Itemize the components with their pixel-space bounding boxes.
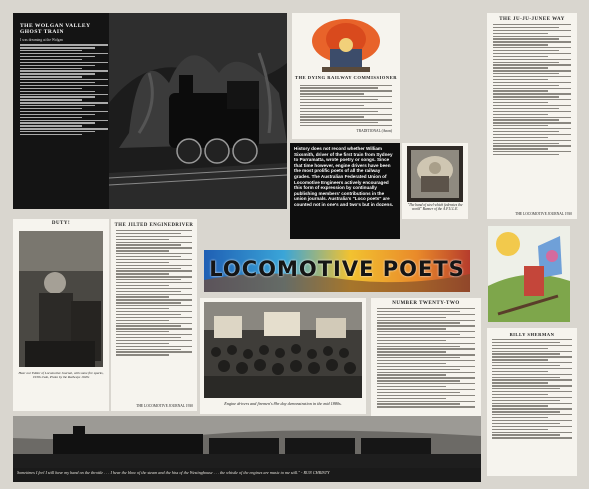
jilted-credit: THE LOCOMOTIVE JOURNAL 1930: [136, 403, 193, 408]
bottom-train-strip: [13, 416, 481, 482]
banner-title: LOCOMOTIVE POETS: [209, 257, 465, 281]
bottom-quote: Sometimes I feel I still have my hand on the throttle . . . I hear the blow of the steam and the hiss of the Westinghouse . . . the whistle of the engines are music to me still." - RUN CHRISTY: [17, 470, 330, 475]
colour-illustration-panel: [488, 226, 570, 322]
jilted-verse: [111, 230, 197, 356]
crowd-demonstration-photo: [204, 302, 362, 398]
jilted-title: THE JILTED ENGINEDRIVER: [114, 223, 194, 228]
ghost-train-panel: [13, 13, 287, 209]
duty-panel: [13, 219, 109, 411]
duty-driver-photo: [19, 231, 103, 367]
number-twenty-two-title: NUMBER TWENTY-TWO: [392, 301, 460, 306]
jilted-panel: [111, 219, 197, 411]
badge-caption: "The band of steel which federates the world" Banner of the A.F.U.L.E.: [407, 203, 463, 211]
history-text: History does not record whether William Sixsmith, driver of the first train from Sydney to Parramatta, wrote poetry or songs. Since that time however, engine drivers have been the most prolific poets of all the railway grades. The Australian Federated Union of Locomotive Engineers actively encouraged this form of expression by continually publishing members' contributions in the union journals. Australia's "Loco poets" are counted not in one's and two's but in dozens.: [294, 146, 394, 207]
locomotive-poets-banner: [204, 250, 470, 292]
ju-ju-junee-verse: [487, 24, 577, 155]
billy-sherman-title: BILLY SHERMAN: [509, 332, 555, 337]
history-panel: [290, 143, 400, 239]
bottom-train-silhouette: [13, 416, 481, 468]
crowd-caption: Engine drivers and firemen's 8hr day demonstration in the mid 1880s.: [224, 401, 342, 406]
badge-panel: [402, 143, 468, 219]
commissioner-verse: [300, 83, 392, 128]
duty-title: DUTY!: [51, 221, 71, 226]
billy-sherman-verse: [487, 339, 577, 439]
crowd-panel: [200, 298, 366, 414]
ghost-train-verse: [20, 44, 108, 135]
commissioner-cartoon: [308, 15, 384, 75]
union-badge-illustration: [407, 146, 463, 202]
ghost-train-text: [20, 23, 108, 137]
billy-sherman-panel: [487, 328, 577, 476]
ju-ju-junee-credit: THE LOCOMOTIVE JOURNAL 1930: [515, 211, 572, 216]
commissioner-title: THE DYING RAILWAY COMMISSIONER: [294, 75, 398, 80]
ghost-train-title: THE WOLGAN VALLEY GHOST TRAIN: [20, 23, 91, 35]
ghost-train-first-line: I was dreaming at the Wolgan: [20, 38, 63, 42]
ju-ju-junee-title: THE JU-JU-JUNEE WAY: [499, 17, 565, 22]
number-twenty-two-verse: [371, 308, 481, 408]
duty-caption: Hear our Editor of Locomotive Journal, with some fire sparks, 1930s train, Photo by the Railways 1920s: [18, 371, 104, 379]
commissioner-panel: [292, 13, 400, 139]
railway-colour-illustration: [488, 226, 570, 322]
ghost-train-illustration: [109, 13, 287, 209]
commissioner-credit: TRADITIONAL (Anon): [356, 128, 392, 133]
ju-ju-junee-panel: [487, 13, 577, 219]
